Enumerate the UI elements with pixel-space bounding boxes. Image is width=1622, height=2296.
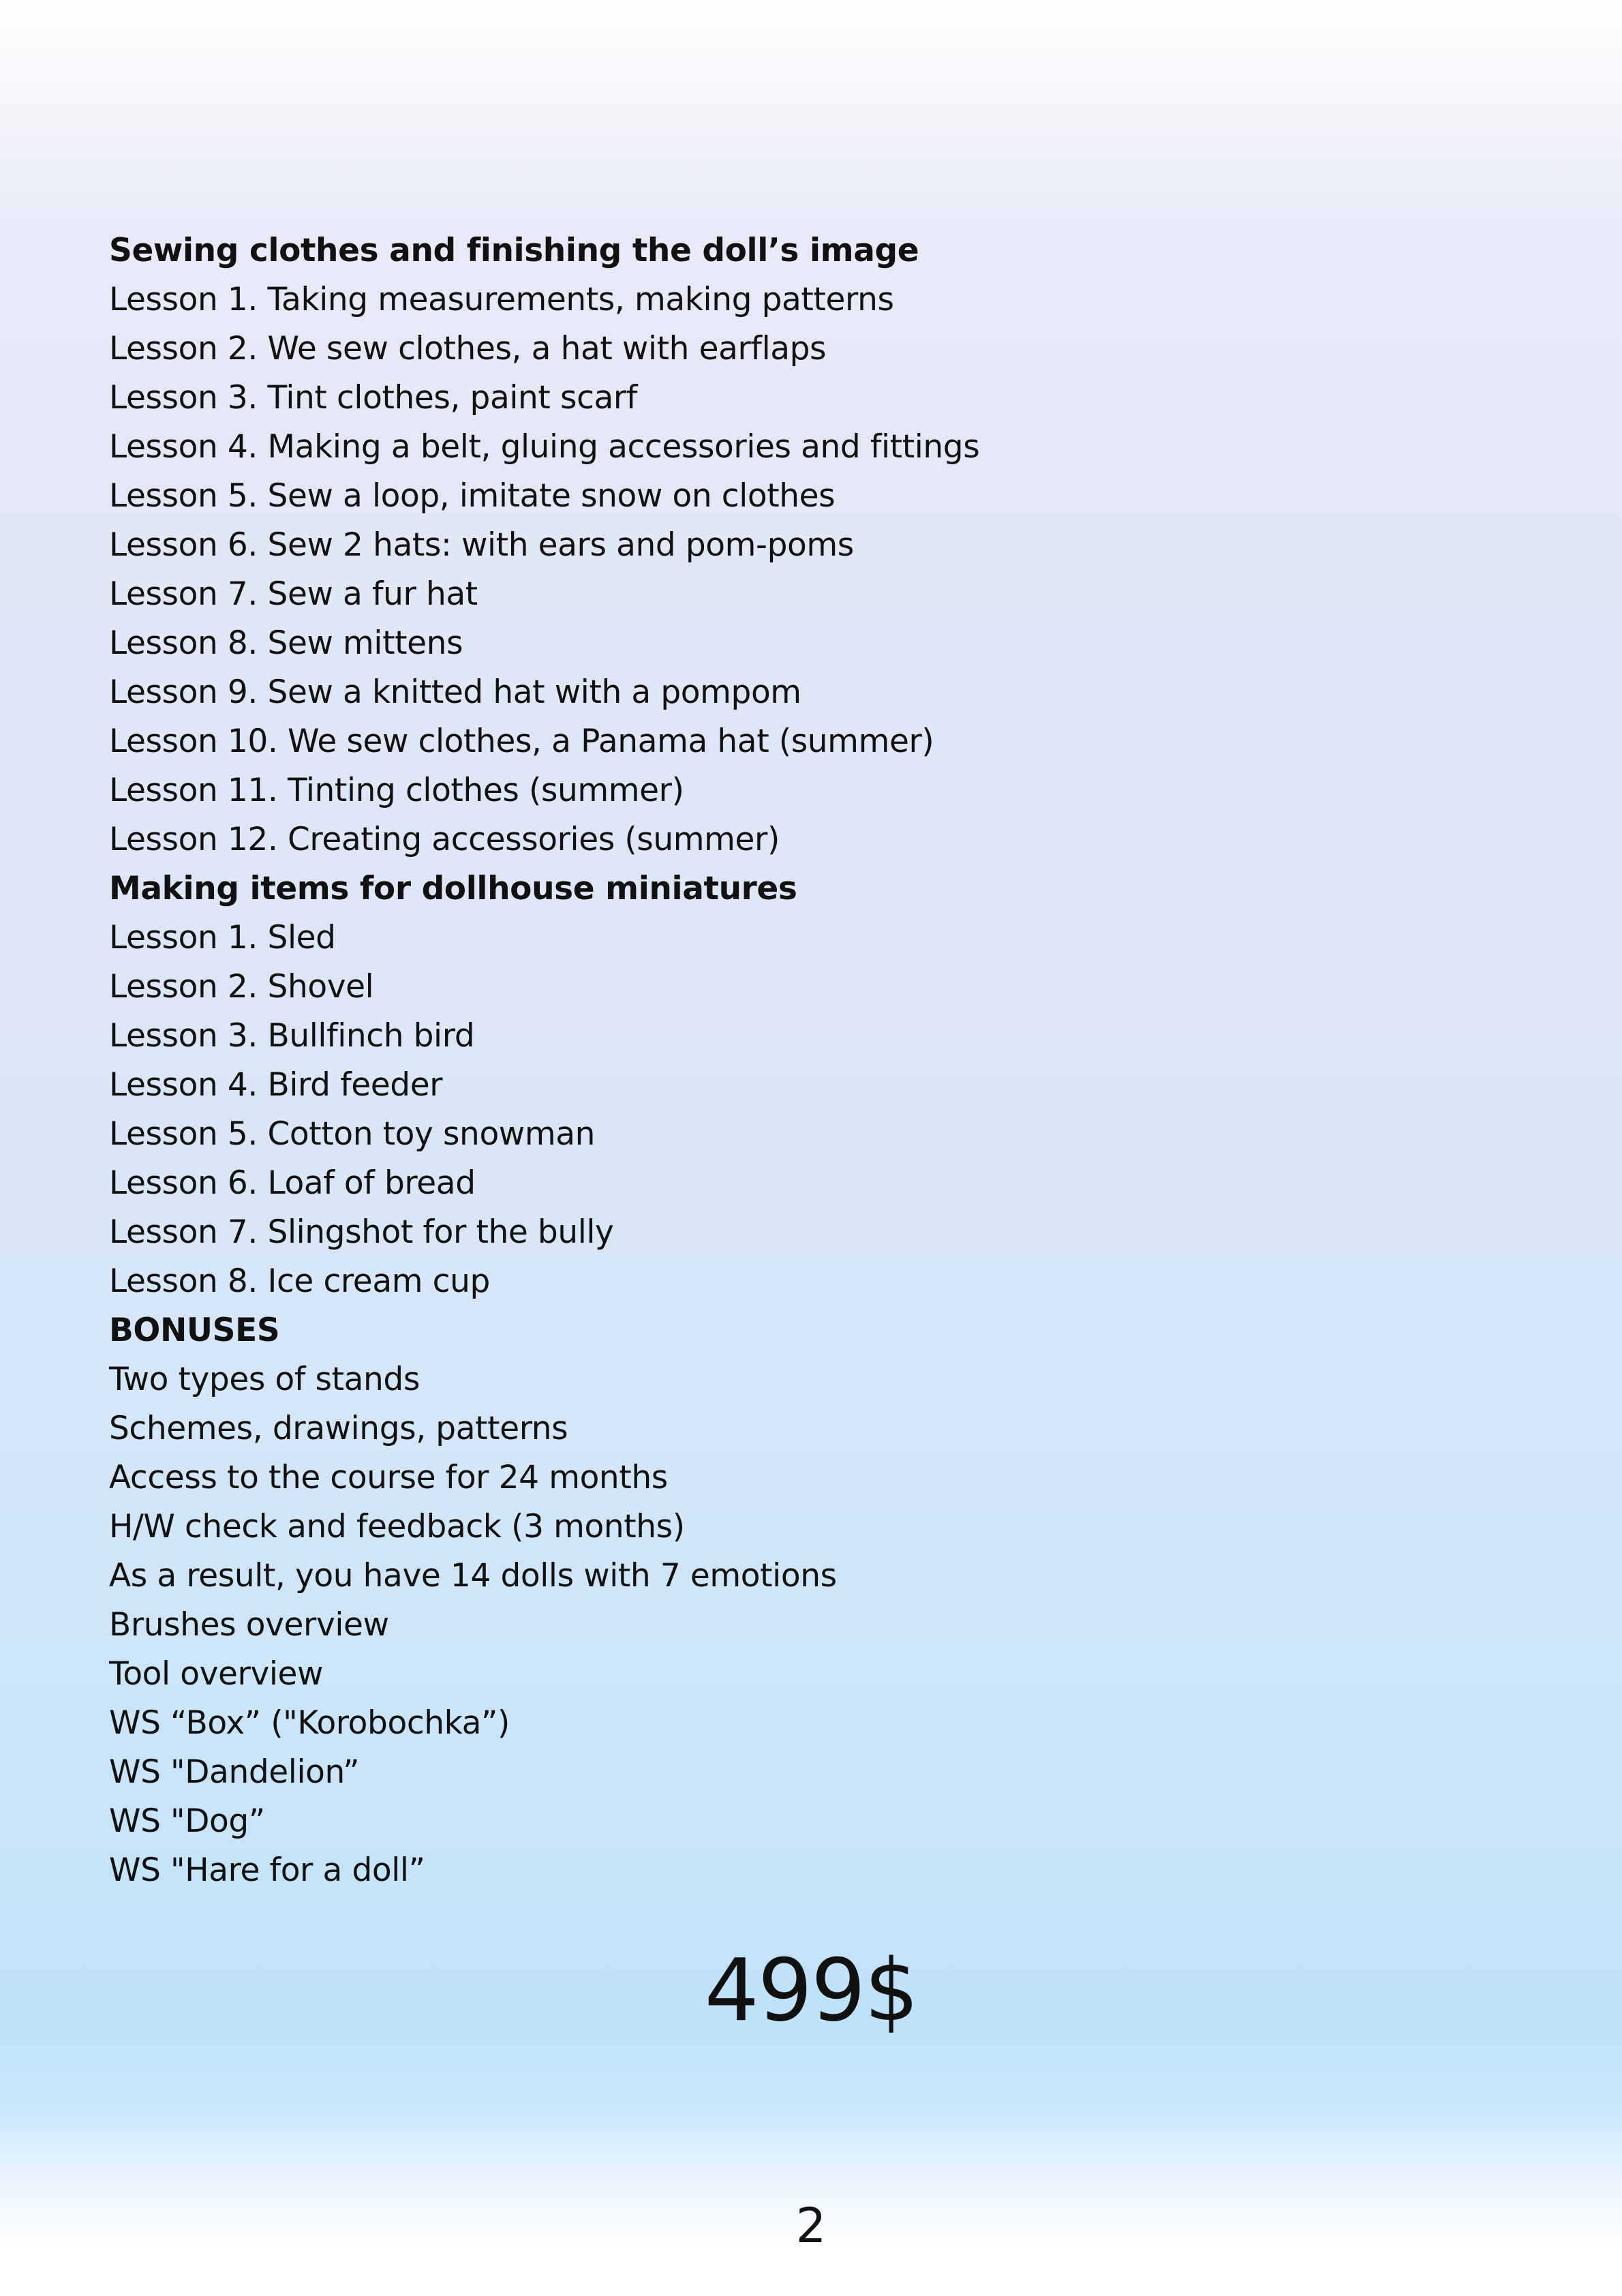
list-item: WS “Box” ("Korobochka”) <box>109 1704 510 1742</box>
list-item: WS "Hare for a doll” <box>109 1852 425 1889</box>
list-item: WS "Dandelion” <box>109 1753 360 1791</box>
list-item: Tool overview <box>109 1655 324 1693</box>
list-item: Lesson 2. Shovel <box>109 968 374 1006</box>
list-item: Lesson 5. Cotton toy snowman <box>109 1115 596 1153</box>
list-item: Lesson 6. Sew 2 hats: with ears and pom-poms <box>109 526 854 564</box>
list-item: Lesson 1. Taking measurements, making patterns <box>109 281 894 318</box>
course-contents <box>109 226 1540 1895</box>
list-item: Lesson 8. Ice cream cup <box>109 1263 490 1300</box>
page-number: 2 <box>795 2198 827 2254</box>
list-item: As a result, you have 14 dolls with 7 emotions <box>109 1557 837 1595</box>
list-item: Two types of stands <box>109 1361 420 1398</box>
price: 499$ <box>704 1940 918 2040</box>
list-item: Lesson 8. Sew mittens <box>109 624 463 662</box>
section-heading-sewing: Sewing clothes and finishing the doll’s image <box>109 232 919 269</box>
list-item: Access to the course for 24 months <box>109 1459 668 1496</box>
list-item: Lesson 6. Loaf of bread <box>109 1164 476 1202</box>
list-item: Lesson 11. Tinting clothes (summer) <box>109 772 684 809</box>
list-item: Lesson 7. Slingshot for the bully <box>109 1213 614 1251</box>
list-item: Lesson 9. Sew a knitted hat with a pompom <box>109 674 801 711</box>
list-item: Lesson 5. Sew a loop, imitate snow on clothes <box>109 477 836 515</box>
list-item: Lesson 12. Creating accessories (summer) <box>109 821 780 858</box>
list-item: Schemes, drawings, patterns <box>109 1410 568 1447</box>
section-heading-bonuses: BONUSES <box>109 1312 280 1349</box>
list-item: Lesson 7. Sew a fur hat <box>109 575 478 613</box>
list-item: Lesson 1. Sled <box>109 919 336 956</box>
list-item: Lesson 4. Making a belt, gluing accessories and fittings <box>109 428 980 466</box>
list-item: Brushes overview <box>109 1606 389 1644</box>
list-item: Lesson 10. We sew clothes, a Panama hat (summer) <box>109 723 934 760</box>
list-item: Lesson 2. We sew clothes, a hat with earflaps <box>109 330 827 367</box>
list-item: Lesson 4. Bird feeder <box>109 1066 443 1104</box>
list-item: Lesson 3. Bullfinch bird <box>109 1017 475 1055</box>
list-item: Lesson 3. Tint clothes, paint scarf <box>109 379 637 417</box>
list-item: WS "Dog” <box>109 1802 265 1840</box>
list-item: H/W check and feedback (3 months) <box>109 1508 685 1545</box>
section-heading-miniatures: Making items for dollhouse miniatures <box>109 870 797 907</box>
